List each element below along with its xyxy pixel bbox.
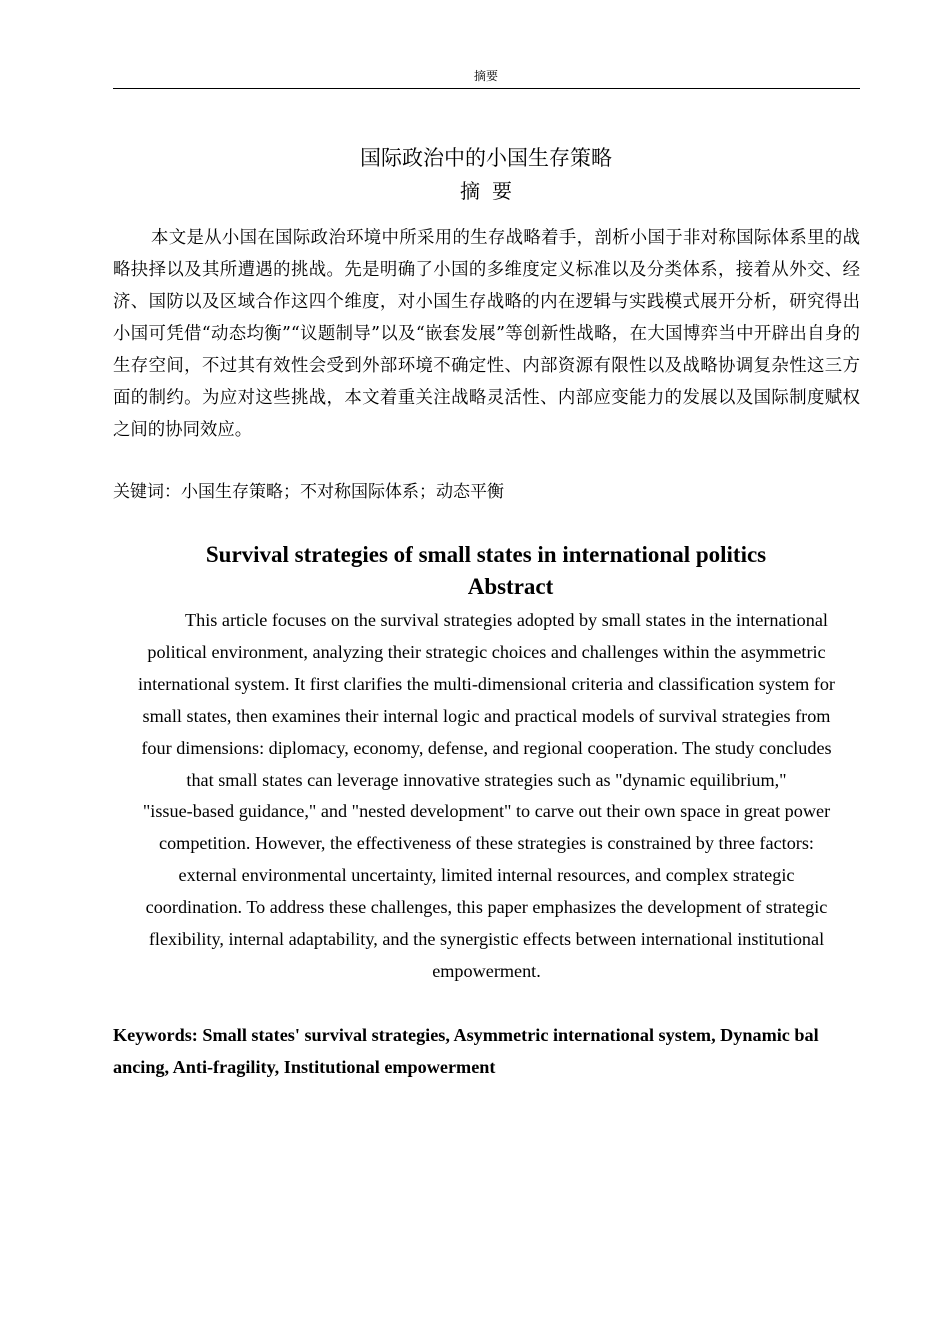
header-rule	[113, 88, 860, 89]
english-abstract-line: This article focuses on the survival strategies adopted by small states in the international	[185, 610, 828, 630]
english-abstract	[113, 605, 860, 988]
english-abstract-line: flexibility, internal adaptability, and the synergistic effects between international institutional	[148, 929, 825, 950]
chinese-title: 国际政治中的小国生存策略	[360, 146, 612, 170]
running-header: 摘要	[473, 69, 498, 83]
english-keywords-line: Keywords: Small states' survival strategies, Asymmetric international system, Dynamic bal	[113, 1025, 819, 1045]
chinese-keywords-text: 小国生存策略；不对称国际体系；动态平衡	[181, 482, 504, 502]
english-abstract-line: that small states can leverage innovative strategies such as "dynamic equilibrium,"	[186, 769, 787, 790]
english-abstract-line: "issue-based guidance," and "nested development" to carve out their own space in great power	[142, 801, 831, 822]
english-abstract-line: four dimensions: diplomacy, economy, defense, and regional cooperation. The study concludes	[141, 737, 832, 758]
english-abstract-line: coordination. To address these challenges, this paper emphasizes the development of strategic	[145, 897, 828, 918]
english-keywords-line: ancing, Anti-fragility, Institutional empowerment	[113, 1057, 496, 1077]
chinese-keywords-label: 关键词：	[113, 482, 181, 502]
english-abstract-line: small states, then examines their internal logic and practical models of survival strategies from	[142, 705, 831, 726]
chinese-keywords	[113, 477, 860, 507]
english-abstract-line: political environment, analyzing their strategic choices and challenges within the asymmetric	[147, 641, 826, 662]
english-keywords	[113, 1019, 860, 1083]
english-abstract-line: empowerment.	[432, 960, 541, 981]
chinese-abstract-heading: 摘要	[460, 179, 524, 203]
english-abstract-line: international system. It first clarifies the multi-dimensional criteria and classification system for	[138, 673, 835, 694]
english-title: Survival strategies of small states in international politics	[205, 542, 767, 567]
chinese-abstract: 本文是从小国在国际政治环境中所采用的生存战略着手，剖析小国于非对称国际体系里的战略抉择以及其所遭遇的挑战。先是明确了小国的多维度定义标准以及分类体系，接着从外交、经济、国防以及区域合作这四个维度，对小国生存战略的内在逻辑与实践模式展开分析，研究得出小国可凭借“动态均衡”“议题制导”以及“嵌套发展”等创新性战略，在大国博弈当中开辟出自身的生存空间，不过其有效性会受到外部环境不确定性、内部资源有限性以及战略协调复杂性这三方面的制约。为应对这些挑战，本文着重关注战略灵活性、内部应变能力的发展以及国际制度赋权之间的协同效应。	[113, 228, 860, 440]
english-abstract-line: external environmental uncertainty, limited internal resources, and complex strategic	[178, 865, 795, 886]
english-abstract-heading: Abstract	[467, 574, 554, 599]
english-abstract-line: competition. However, the effectiveness of these strategies is constrained by three factors:	[159, 833, 814, 854]
